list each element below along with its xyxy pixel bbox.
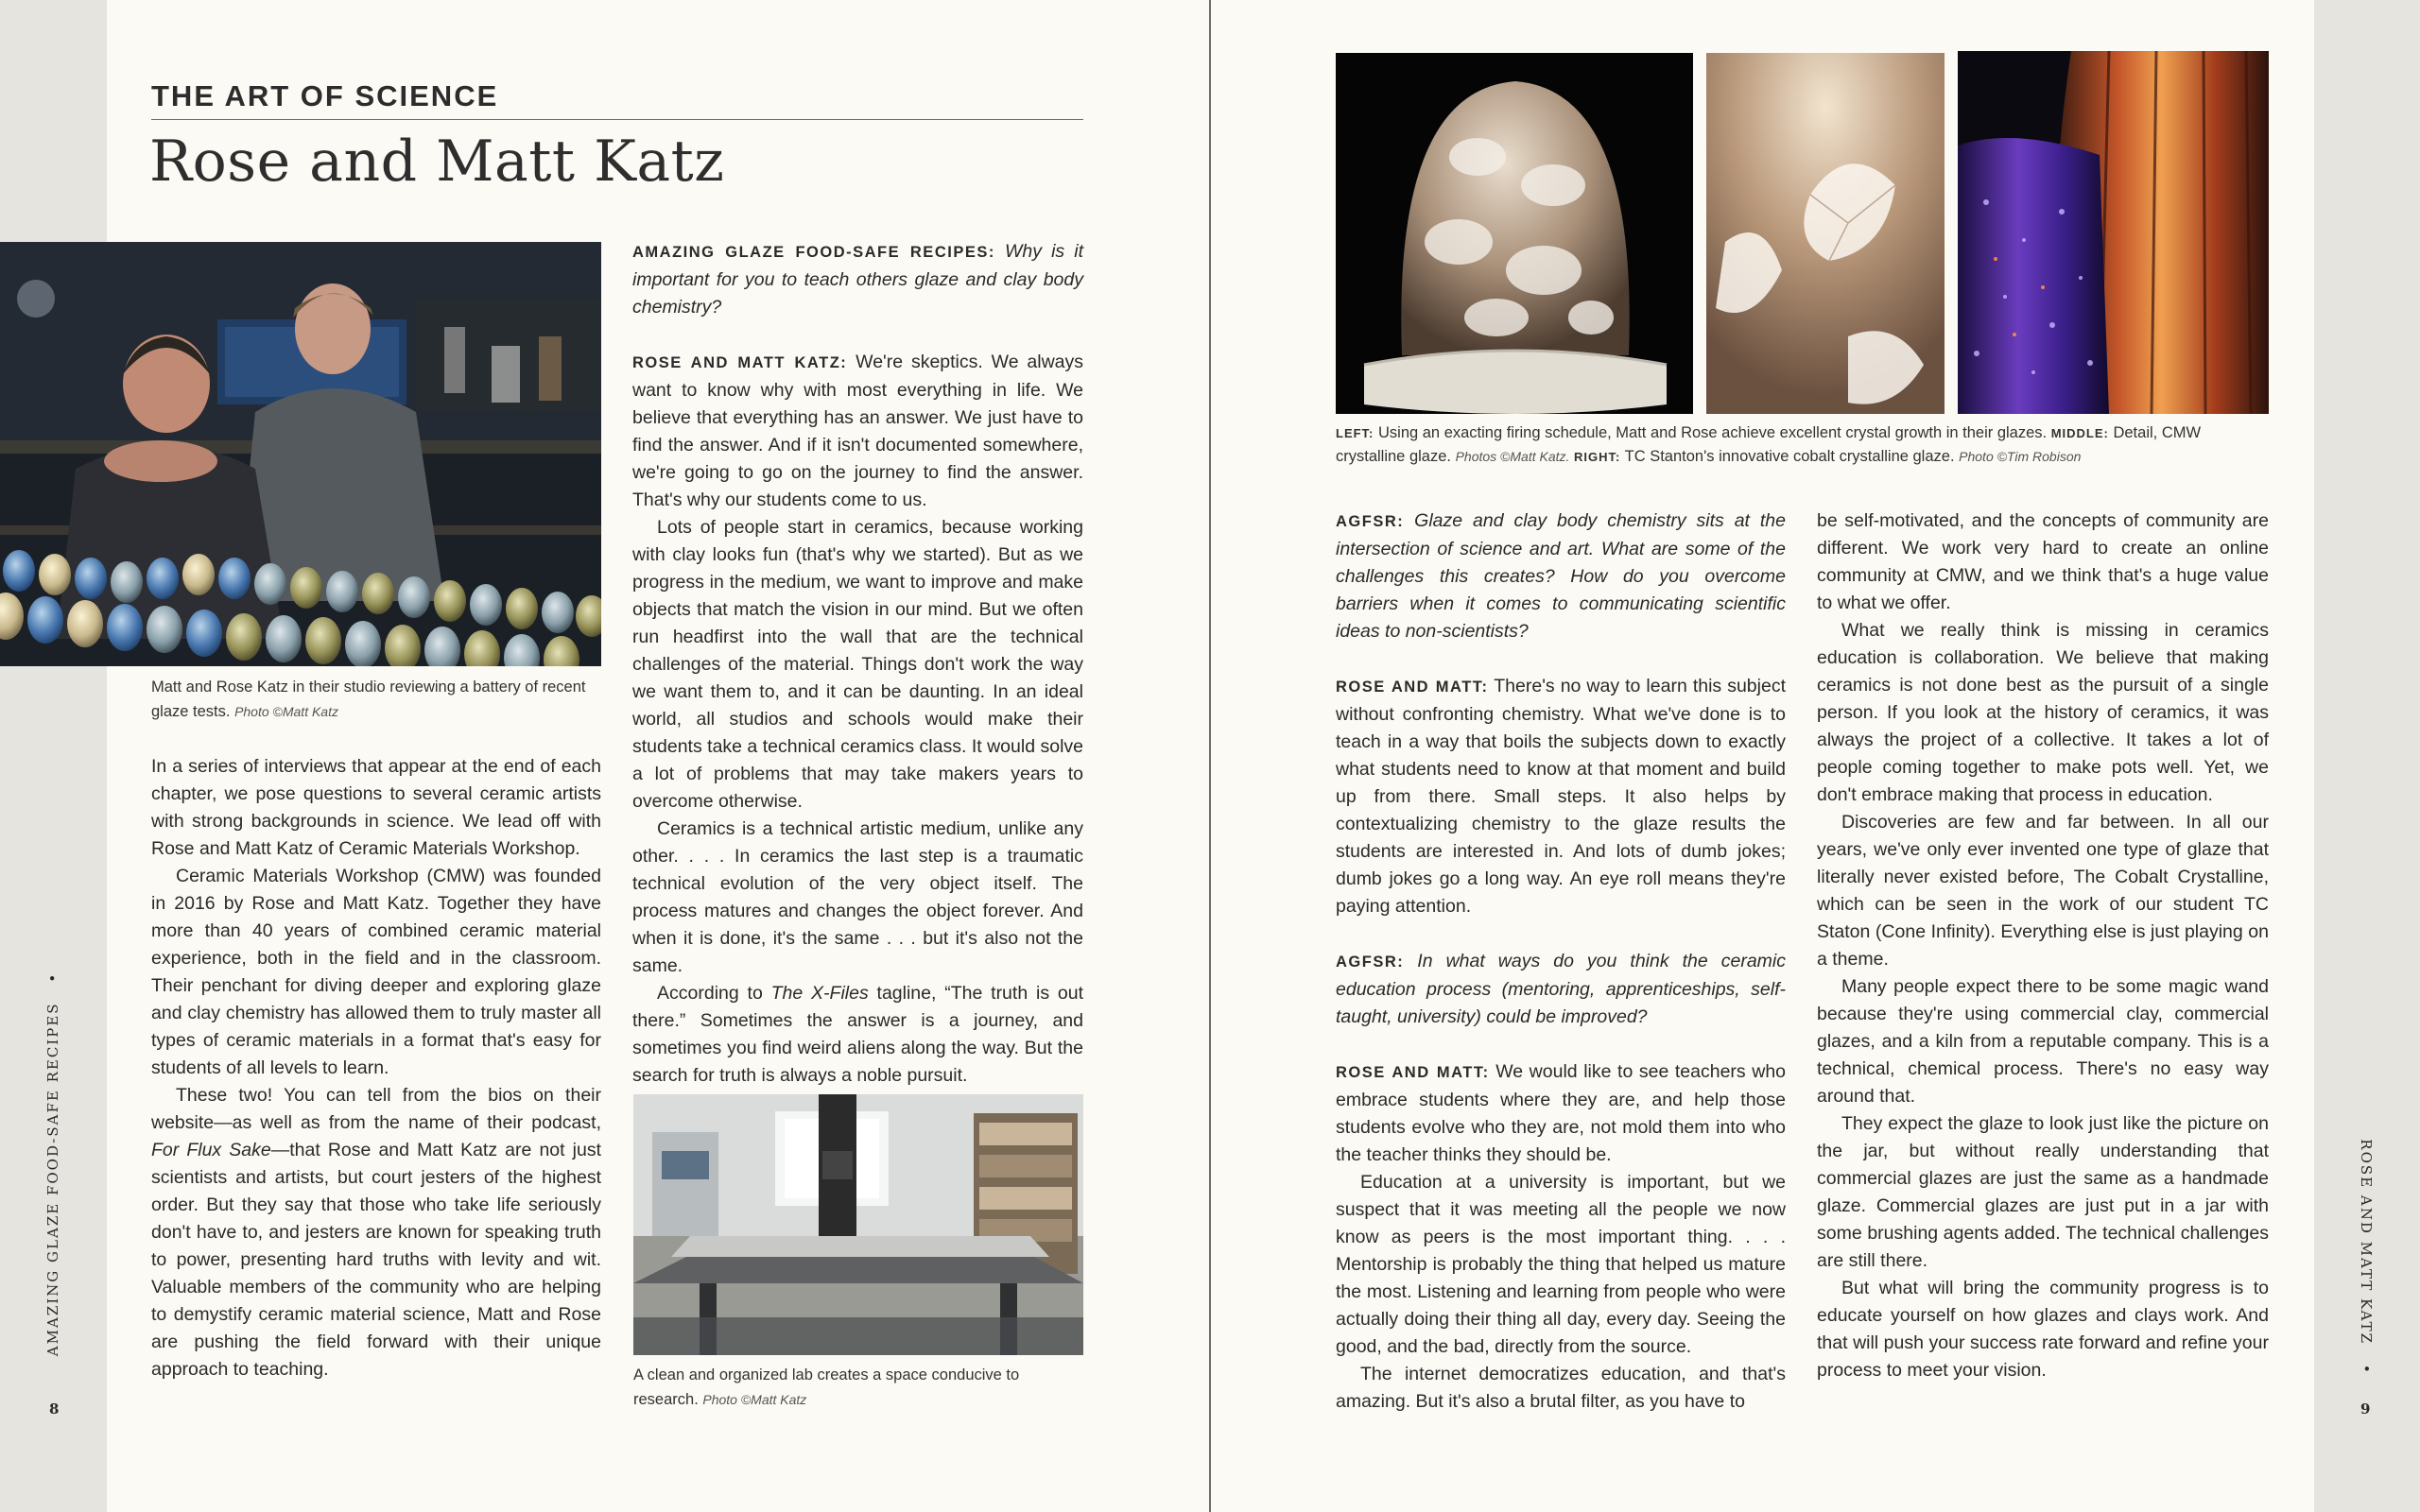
gallery-caption-right-text: TC Stanton's innovative cobalt crystalline glaze. — [1624, 448, 1955, 465]
answer-2 — [1336, 673, 1786, 920]
gallery-caption-left-tag: LEFT: — [1336, 426, 1374, 440]
answer-paragraph: They expect the glaze to look just like the picture on the jar, but without really understanding that commercial glazes are just the same as a handmade glaze. Commercial glazes are just put in a jar with some brushing agents added. The technical challenges are still there. — [1817, 1113, 2269, 1271]
intro-paragraph: In a series of interviews that appear at the end of each chapter, we pose questions to several ceramic artists with strong backgrounds in science. We lead off with Rose and Matt Katz of Ceramic Materials Workshop. — [151, 756, 601, 859]
show-title: The X-Files — [770, 983, 869, 1004]
question-1 — [632, 238, 1083, 321]
answer-text: tagline, “The truth is out there.” Sometimes the answer is a journey, and sometimes you find weird aliens along the way. But the search for truth is always a noble pursuit. — [632, 983, 1083, 1086]
answer-1-text: We're skeptics. We always want to know why with most everything in life. We believe that everything has an answer. We just have to find the answer. And if it isn't documented somewhere, we're going to go on the journey to find the answer. That's why our students come to us. — [632, 352, 1083, 510]
question-1-speaker: AMAZING GLAZE FOOD-SAFE RECIPES: — [632, 244, 995, 261]
left-running-title: AMAZING GLAZE FOOD-SAFE RECIPES — [44, 1002, 61, 1357]
answer-continued: be self-motivated, and the concepts of community are different. We work very hard to create an online community at CMW, and we think that's a huge value to what we offer. — [1817, 510, 2269, 613]
answer-text: According to — [657, 983, 771, 1004]
right-running-bullet: • — [2358, 1364, 2375, 1375]
answer-paragraph: But what will bring the community progress is to educate yourself on how glazes and clays work. And that will push your success rate forward and refine your process to meet your vision. — [1817, 1278, 2269, 1381]
gallery-caption-right-tag: RIGHT: — [1573, 450, 1621, 464]
gallery-caption-right-credit: Photo ©Tim Robison — [1959, 449, 2082, 464]
gallery-caption — [1336, 421, 2272, 469]
answer-paragraph: Education at a university is important, but we suspect that it was meeting all the people we now know as peers is the most important thing. . . . Mentorship is probably the thing that helped us mature the most. Listening and learning from people who were actually doing their thing all day, every day. Seeing the good, and the bad, directly from the source. — [1336, 1172, 1786, 1357]
question-1-text: Why is it important for you to teach others glaze and clay body chemistry? — [632, 241, 1084, 318]
answer-3-speaker: ROSE AND MATT: — [1336, 1064, 1490, 1081]
intro-paragraph: Ceramic Materials Workshop (CMW) was founded in 2016 by Rose and Matt Katz. Together they have more than 40 years of combined ceramic material experience, both in the field and in the classroom. Their penchant for diving deeper and exploring glaze and clay chemistry has allowed them to truly master all types of ceramic materials in a format that's easy for students of all levels to learn. — [151, 866, 601, 1078]
question-3-speaker: AGFSR: — [1336, 954, 1405, 971]
interview-column-right-2 — [1817, 507, 2269, 1384]
answer-paragraph: Ceramics is a technical artistic medium, unlike any other. . . . In ceramics the last step is a traumatic technical evolution of the very object itself. The process matures and changes the object forever. And when it is done, it's the same . . . but it's also not the same. — [632, 818, 1083, 976]
right-running-title: ROSE AND MATT KATZ — [2358, 1139, 2375, 1346]
article-title: Rose and Matt Katz — [149, 129, 725, 195]
answer-paragraph-last — [632, 980, 1083, 1090]
interview-column-right-1 — [1336, 507, 1786, 1416]
question-3 — [1336, 948, 1786, 1031]
answer-paragraph: Many people expect there to be some magic wand because they're using commercial clay, commercial glazes, and a kiln from a reputable company. This is a technical, chemical process. There's no easy way around that. — [1817, 976, 2269, 1107]
answer-paragraph: What we really think is missing in ceramics education is collaboration. We believe that making ceramics is not done best as the pursuit of a single person. If you look at the history of ceramics, it was always the project of a collective. It takes a lot of people coming together to make pots well. Yet, we don't embrace making that process in education. — [1817, 620, 2269, 805]
lab-photo-caption — [633, 1363, 1083, 1412]
lab-photo — [633, 1094, 1083, 1355]
podcast-title: For Flux Sake — [151, 1140, 271, 1160]
intro-text: —that Rose and Matt Katz are not just scientists and artists, but court jesters of the highest order. But they say that those who take life seriously don't have to, and jesters are known for speaking truth to power, presenting hard truths with levity and wit. Valuable members of the community who are helping to demystify ceramic material science, Matt and Rose are pushing the field forward with their unique approach to teaching. — [151, 1140, 601, 1380]
answer-2-text: There's no way to learn this subject without confronting chemistry. What we've done is to teach in a way that boils the subjects down to exactly what students need to know at that moment and build up from there. Small steps. It also helps by contextualizing chemistry to the glaze results the students are interested in. And lots of dumb jokes; dumb jokes go a long way. An eye roll means they're paying attention. — [1336, 676, 1786, 917]
right-page-number: 9 — [2360, 1400, 2371, 1418]
answer-1 — [632, 349, 1083, 514]
answer-paragraph: The internet democratizes education, and that's amazing. But it's also a brutal filter, as you have to — [1336, 1364, 1786, 1412]
studio-photo — [0, 242, 601, 666]
answer-paragraph: Lots of people start in ceramics, because working with clay looks fun (that's why we started). But as we progress in the medium, we want to improve and make objects that match the vision in our mind. But we often run headfirst into the wall that are the technical challenges of the material. Things don't work the way we want them to, and it can be daunting. In an ideal world, all studios and schools would make their students take a technical ceramics class. It would solve a lot of problems that may take makers years to overcome otherwise. — [632, 517, 1083, 812]
question-2-speaker: AGFSR: — [1336, 513, 1405, 530]
interview-column-left — [632, 238, 1083, 1090]
lab-caption-credit: Photo ©Matt Katz — [702, 1392, 807, 1407]
crystal-dome-photo — [1336, 53, 1693, 414]
studio-caption-text: Matt and Rose Katz in their studio reviewing a battery of recent glaze tests. — [151, 679, 586, 720]
intro-paragraph-3 — [151, 1082, 601, 1383]
intro-text: These two! You can tell from the bios on their website—as well as from the name of their podcast, — [151, 1085, 601, 1133]
question-2-text: Glaze and clay body chemistry sits at the intersection of science and art. What are some of the challenges this creates? How do you overcome barriers when it comes to communicating scientific ideas to non-scientists? — [1336, 510, 1786, 642]
crystal-detail-photo — [1706, 53, 1945, 414]
studio-caption-credit: Photo ©Matt Katz — [234, 704, 338, 719]
answer-paragraph: Discoveries are few and far between. In all our years, we've only ever invented one type of glaze that literally never existed before, The Cobalt Crystalline, which can be seen in the work of our student TC Staton (Cone Infinity). Everything else is just playing on a theme. — [1817, 812, 2269, 970]
question-2 — [1336, 507, 1786, 645]
answer-3 — [1336, 1058, 1786, 1169]
gallery-caption-middle-tag: MIDDLE: — [2050, 426, 2109, 440]
section-kicker: THE ART OF SCIENCE — [151, 79, 1083, 120]
left-running-head — [44, 972, 61, 1356]
gallery-caption-middle-text: Detail, CMW crystalline glaze. — [1336, 424, 2202, 465]
left-running-bullet: • — [44, 971, 61, 983]
answer-3-text: We would like to see teachers who embrace students where they are, and help those students evolve who they are, not mold them into who the teacher thinks they should be. — [1336, 1061, 1787, 1165]
studio-photo-caption — [151, 675, 596, 724]
intro-column — [151, 753, 601, 1383]
answer-1-speaker: ROSE AND MATT KATZ: — [632, 354, 848, 371]
gallery-caption-left-text: Using an exacting firing schedule, Matt and Rose achieve excellent crystal growth in their glazes. — [1377, 424, 2048, 441]
left-page-number: 8 — [49, 1400, 60, 1418]
answer-2-speaker: ROSE AND MATT: — [1336, 679, 1489, 696]
book-spine — [1209, 0, 1211, 1512]
question-3-text: In what ways do you think the ceramic education process (mentoring, apprenticeships, self-taught, university) could be improved? — [1336, 951, 1786, 1027]
right-running-head — [2358, 1139, 2375, 1374]
lab-caption-text: A clean and organized lab creates a space conducive to research. — [633, 1366, 1020, 1408]
gallery-caption-middle-credit: Photos ©Matt Katz. — [1455, 449, 1570, 464]
cobalt-vase-photo — [1958, 51, 2269, 414]
